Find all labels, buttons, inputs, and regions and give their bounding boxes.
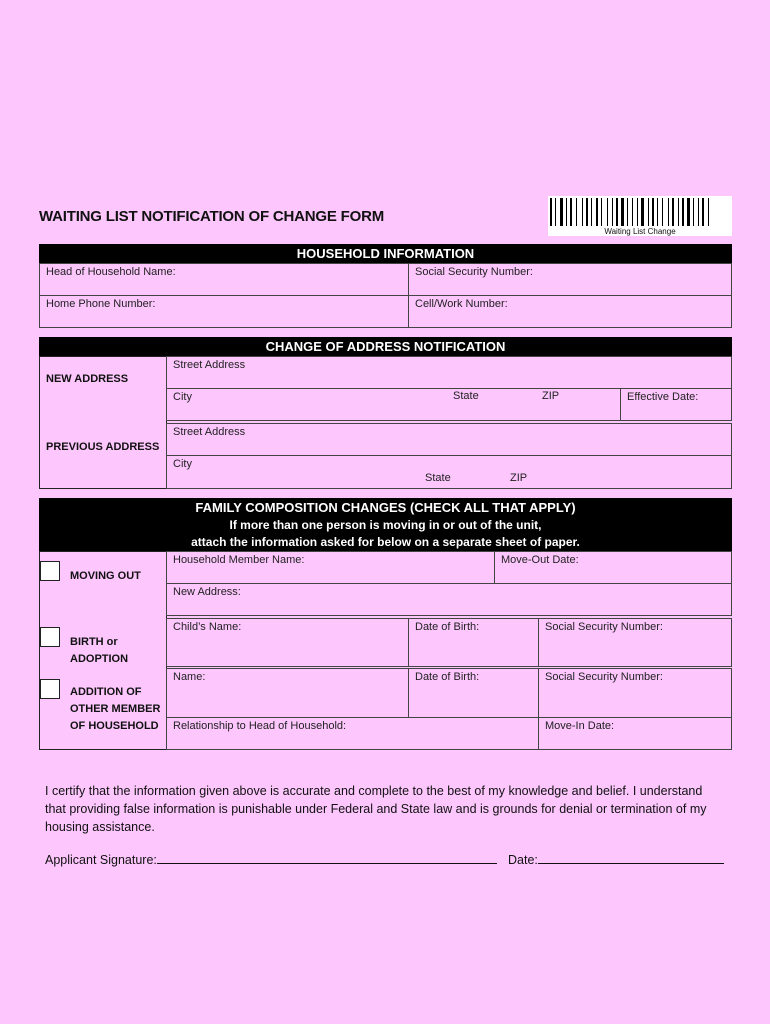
household-ssn-field[interactable] — [408, 263, 732, 296]
cell-phone-label: Cell/Work Number: — [415, 298, 508, 310]
child-dob-field[interactable] — [408, 618, 539, 667]
child-name-field[interactable] — [166, 618, 409, 667]
barcode-icon — [550, 198, 730, 226]
new-zip-label: ZIP — [542, 390, 560, 402]
move-out-date-field[interactable] — [494, 551, 732, 584]
barcode — [548, 196, 732, 236]
new-street-field[interactable] — [166, 356, 732, 389]
birth-adoption-label — [70, 634, 128, 668]
barcode-caption: Waiting List Change — [604, 227, 676, 236]
child-ssn-field[interactable] — [538, 618, 732, 667]
member-add-ssn-label: Social Security Number: — [545, 671, 663, 683]
addition-member-checkbox[interactable] — [40, 679, 60, 699]
child-name-label: Child’s Name: — [173, 621, 242, 633]
head-of-household-field[interactable] — [39, 263, 409, 296]
date-row — [508, 851, 724, 867]
household-ssn-label: Social Security Number: — [415, 266, 533, 278]
birth-label-line1: BIRTH or — [70, 636, 118, 648]
signature-line[interactable] — [157, 851, 497, 864]
prev-city-label: City — [173, 458, 192, 470]
move-in-date-label: Move-In Date: — [545, 720, 615, 732]
moving-out-checkbox[interactable] — [40, 561, 60, 581]
birth-label-line2: ADOPTION — [70, 653, 129, 665]
signature-label: Applicant Signature: — [45, 853, 157, 867]
form-title: WAITING LIST NOTIFICATION OF CHANGE FORM — [39, 208, 385, 225]
household-header: HOUSEHOLD INFORMATION — [39, 244, 732, 264]
member-add-name-field[interactable] — [166, 668, 409, 718]
date-label: Date: — [508, 853, 538, 867]
member-name-label: Household Member Name: — [173, 554, 305, 566]
member-add-ssn-field[interactable] — [538, 668, 732, 718]
birth-adoption-checkbox[interactable] — [40, 627, 60, 647]
new-street-label: Street Address — [173, 359, 246, 371]
prev-street-field[interactable] — [166, 423, 732, 456]
family-header-sub1: If more than one person is moving in or out of the unit, — [229, 518, 542, 532]
moving-out-label: MOVING OUT — [70, 570, 141, 582]
prev-state-label: State — [425, 472, 451, 484]
child-ssn-label: Social Security Number: — [545, 621, 663, 633]
member-add-dob-label: Date of Birth: — [415, 671, 480, 683]
prev-zip-label: ZIP — [510, 472, 528, 484]
addition-label-line2: OTHER MEMBER — [70, 703, 161, 715]
member-add-dob-field[interactable] — [408, 668, 539, 718]
certification-text: I certify that the information given above is accurate and complete to the best of my knowledge and belief. I understand that providing false information is punishable under Federal and State law and is grounds for denial or termination of my housing assistance. — [45, 784, 707, 834]
address-header: CHANGE OF ADDRESS NOTIFICATION — [39, 337, 732, 357]
signature-row — [45, 851, 497, 867]
child-dob-label: Date of Birth: — [415, 621, 480, 633]
family-header-sub2: attach the information asked for below on a separate sheet of paper. — [191, 535, 580, 549]
cell-phone-field[interactable] — [408, 295, 732, 328]
effective-date-label: Effective Date: — [627, 391, 699, 403]
addition-label-line3: OF HOUSEHOLD — [70, 720, 159, 732]
effective-date-field[interactable] — [620, 388, 732, 421]
previous-address-label: PREVIOUS ADDRESS — [46, 441, 160, 453]
addition-label-line1: ADDITION OF — [70, 686, 142, 698]
family-header-title: FAMILY COMPOSITION CHANGES (CHECK ALL THAT APPLY) — [195, 500, 576, 515]
prev-street-label: Street Address — [173, 426, 246, 438]
new-address-label: NEW ADDRESS — [46, 373, 129, 385]
family-header — [39, 498, 732, 552]
addition-member-label — [70, 684, 160, 735]
head-of-household-label: Head of Household Name: — [46, 266, 176, 278]
new-address-label: New Address: — [173, 586, 241, 598]
new-state-label: State — [453, 390, 479, 402]
relationship-label: Relationship to Head of Household: — [173, 720, 347, 732]
date-line[interactable] — [538, 851, 724, 864]
member-name-field[interactable] — [166, 551, 495, 584]
move-in-date-field[interactable] — [538, 717, 732, 750]
home-phone-label: Home Phone Number: — [46, 298, 156, 310]
new-city-label: City — [173, 391, 192, 403]
new-address-field[interactable] — [166, 583, 732, 616]
move-out-date-label: Move-Out Date: — [501, 554, 579, 566]
member-add-name-label: Name: — [173, 671, 206, 683]
relationship-field[interactable] — [166, 717, 539, 750]
home-phone-field[interactable] — [39, 295, 409, 328]
